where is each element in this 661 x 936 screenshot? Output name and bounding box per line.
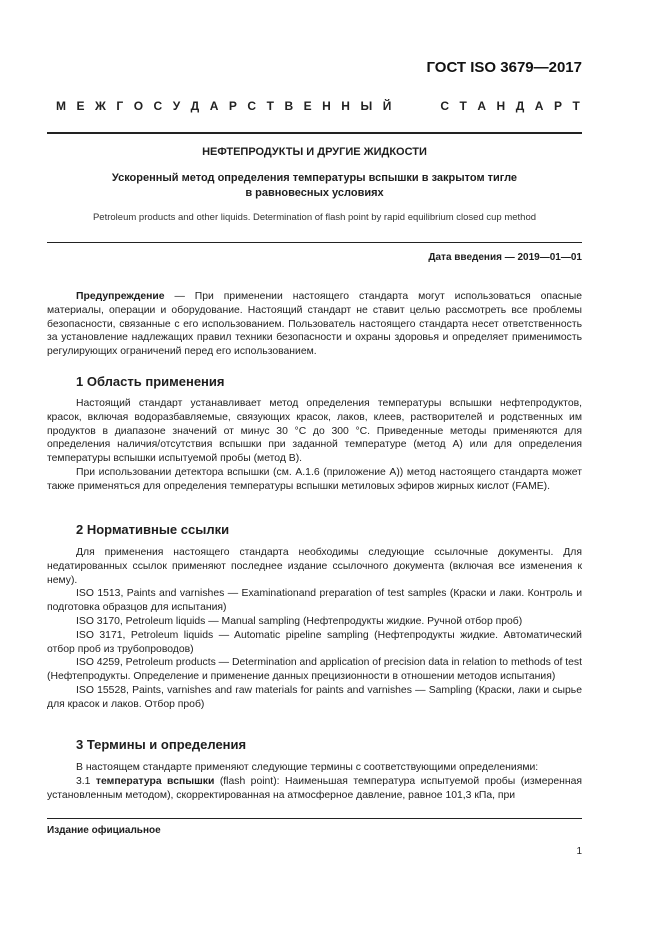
warning-label: Предупреждение: [76, 291, 165, 302]
section-1-paragraph-1: Настоящий стандарт устанавливает метод определения температуры вспышки нефтепродуктов, красок, включая водоразбавляемые, связующих красок, лаков, клеев, растворителей и родственных им продуктов в диапазоне значений от минус 30 °С до 300 °С. Приведенные методы применяются для определения наличия/отсутствия вспышки при заданной температуре (метод А) или для определения температуры вспышки испытуемой пробы (метод В).: [47, 398, 582, 465]
banner-letter: Н: [496, 99, 506, 113]
banner-letter: Д: [515, 99, 525, 113]
banner-letter: Т: [572, 99, 580, 113]
document-title: НЕФТЕПРОДУКТЫ И ДРУГИЕ ЖИДКОСТИ: [202, 146, 427, 158]
reference-item: ISO 4259, Petroleum products — Determination and application of precision data in relation to methods of test (Нефтепродукты. Определение и применение данных прецизионности в отношении методов испытания): [47, 657, 582, 683]
english-title: Petroleum products and other liquids. Determination of flash point by rapid equilibrium closed cup method: [92, 212, 537, 223]
reference-item: ISO 15528, Paints, varnishes and raw materials for paints and varnishes — Sampling (Краски, лаки и сырье для красок и лаков. Отбор проб): [47, 684, 582, 710]
section-2-paragraph-1: Для применения настоящего стандарта необходимы следующие ссылочные документы. Для недатированных ссылок применяют последнее издание ссылочного документа (включая все изменения к нему).: [47, 547, 582, 586]
banner-letter: Ы: [360, 99, 373, 113]
term-name: температура вспышки: [95, 775, 215, 787]
banner-letter: Е: [303, 99, 312, 113]
interstate-standard-banner: [56, 99, 580, 113]
section-2-body: [47, 546, 582, 712]
section-2-heading: 2 Нормативные ссылки: [76, 522, 230, 537]
banner-letter: А: [209, 99, 219, 113]
banner-letter: Й: [382, 99, 392, 113]
warning-text: — При применении настоящего стандарта могут использоваться опасные материалы, операции и оборудование. Настоящий стандарт не ставит целью рассмотреть все проблемы безопасности, связанные с его использованием. Пользователь настоящего стандарта несет ответственность за установление надлежащих правил техники безопасности и охраны здоровья и определяет применимость регулирующих ограничений перед его использованием.: [47, 291, 582, 358]
footer-divider: [47, 818, 582, 819]
section-1-paragraph-2: При использовании детектора вспышки (см. А.1.6 (приложение А)) метод настоящего стандарта может также применяться для определения температуры вспышки метиловых эфиров жирных кислот (FAME).: [47, 466, 582, 492]
reference-item: ISO 3170, Petroleum liquids — Manual sampling (Нефтепродукты жидкие. Ручной отбор проб): [76, 615, 523, 627]
banner-letter: Е: [76, 99, 85, 113]
reference-item: ISO 3171, Petroleum liquids — Automatic pipeline sampling (Нефтепродукты жидкие. Автоматический отбор проб из трубопроводов): [47, 629, 582, 655]
term-number: 3.1: [76, 775, 91, 787]
header-divider: [47, 132, 582, 134]
title-divider: [47, 242, 582, 243]
banner-letter: Р: [228, 99, 237, 113]
section-1-body: [47, 397, 582, 494]
warning-paragraph: [47, 290, 582, 359]
subtitle-line-2: в равновесных условиях: [245, 187, 384, 199]
banner-letter: С: [153, 99, 163, 113]
banner-letter: С: [440, 99, 450, 113]
edition-label: Издание официальное: [47, 825, 161, 836]
banner-letter: Г: [116, 99, 124, 113]
reference-item: ISO 1513, Paints and varnishes — Examinationand preparation of test samples (Краски и лаки. Контроль и подготовка образцов для испытания): [47, 588, 582, 614]
page-number: 1: [576, 846, 582, 857]
banner-gap: [402, 99, 430, 113]
banner-letter: С: [247, 99, 257, 113]
section-3-body: [47, 761, 582, 802]
term-text: (flash point): Наименьшая температура испытуемой пробы (измеренная установленным методом), скорректированная на атмосферное давление, равное 101,3 кПа, при: [47, 775, 583, 801]
banner-letter: Р: [553, 99, 562, 113]
section-3-paragraph-1: В настоящем стандарте применяют следующие термины с соответствующими определениями:: [76, 762, 539, 773]
section-1-heading: 1 Область применения: [76, 374, 225, 389]
banner-letter: Д: [190, 99, 200, 113]
banner-letter: А: [477, 99, 487, 113]
banner-letter: Н: [341, 99, 350, 113]
term-definition: [47, 775, 582, 803]
banner-letter: В: [284, 99, 294, 113]
banner-letter: А: [534, 99, 544, 113]
introduction-date: Дата введения — 2019—01—01: [428, 252, 582, 263]
document-subtitle: [47, 171, 582, 201]
section-3-heading: 3 Термины и определения: [76, 737, 247, 752]
subtitle-line-1: Ускоренный метод определения температуры вспышки в закрытом тигле: [111, 172, 518, 184]
banner-letter: Т: [266, 99, 274, 113]
banner-letter: Н: [322, 99, 331, 113]
banner-letter: У: [172, 99, 181, 113]
banner-letter: Ж: [95, 99, 106, 113]
banner-letter: О: [133, 99, 144, 113]
banner-letter: Т: [459, 99, 467, 113]
banner-letter: М: [56, 99, 66, 113]
standard-number: ГОСТ ISO 3679—2017: [426, 59, 582, 76]
